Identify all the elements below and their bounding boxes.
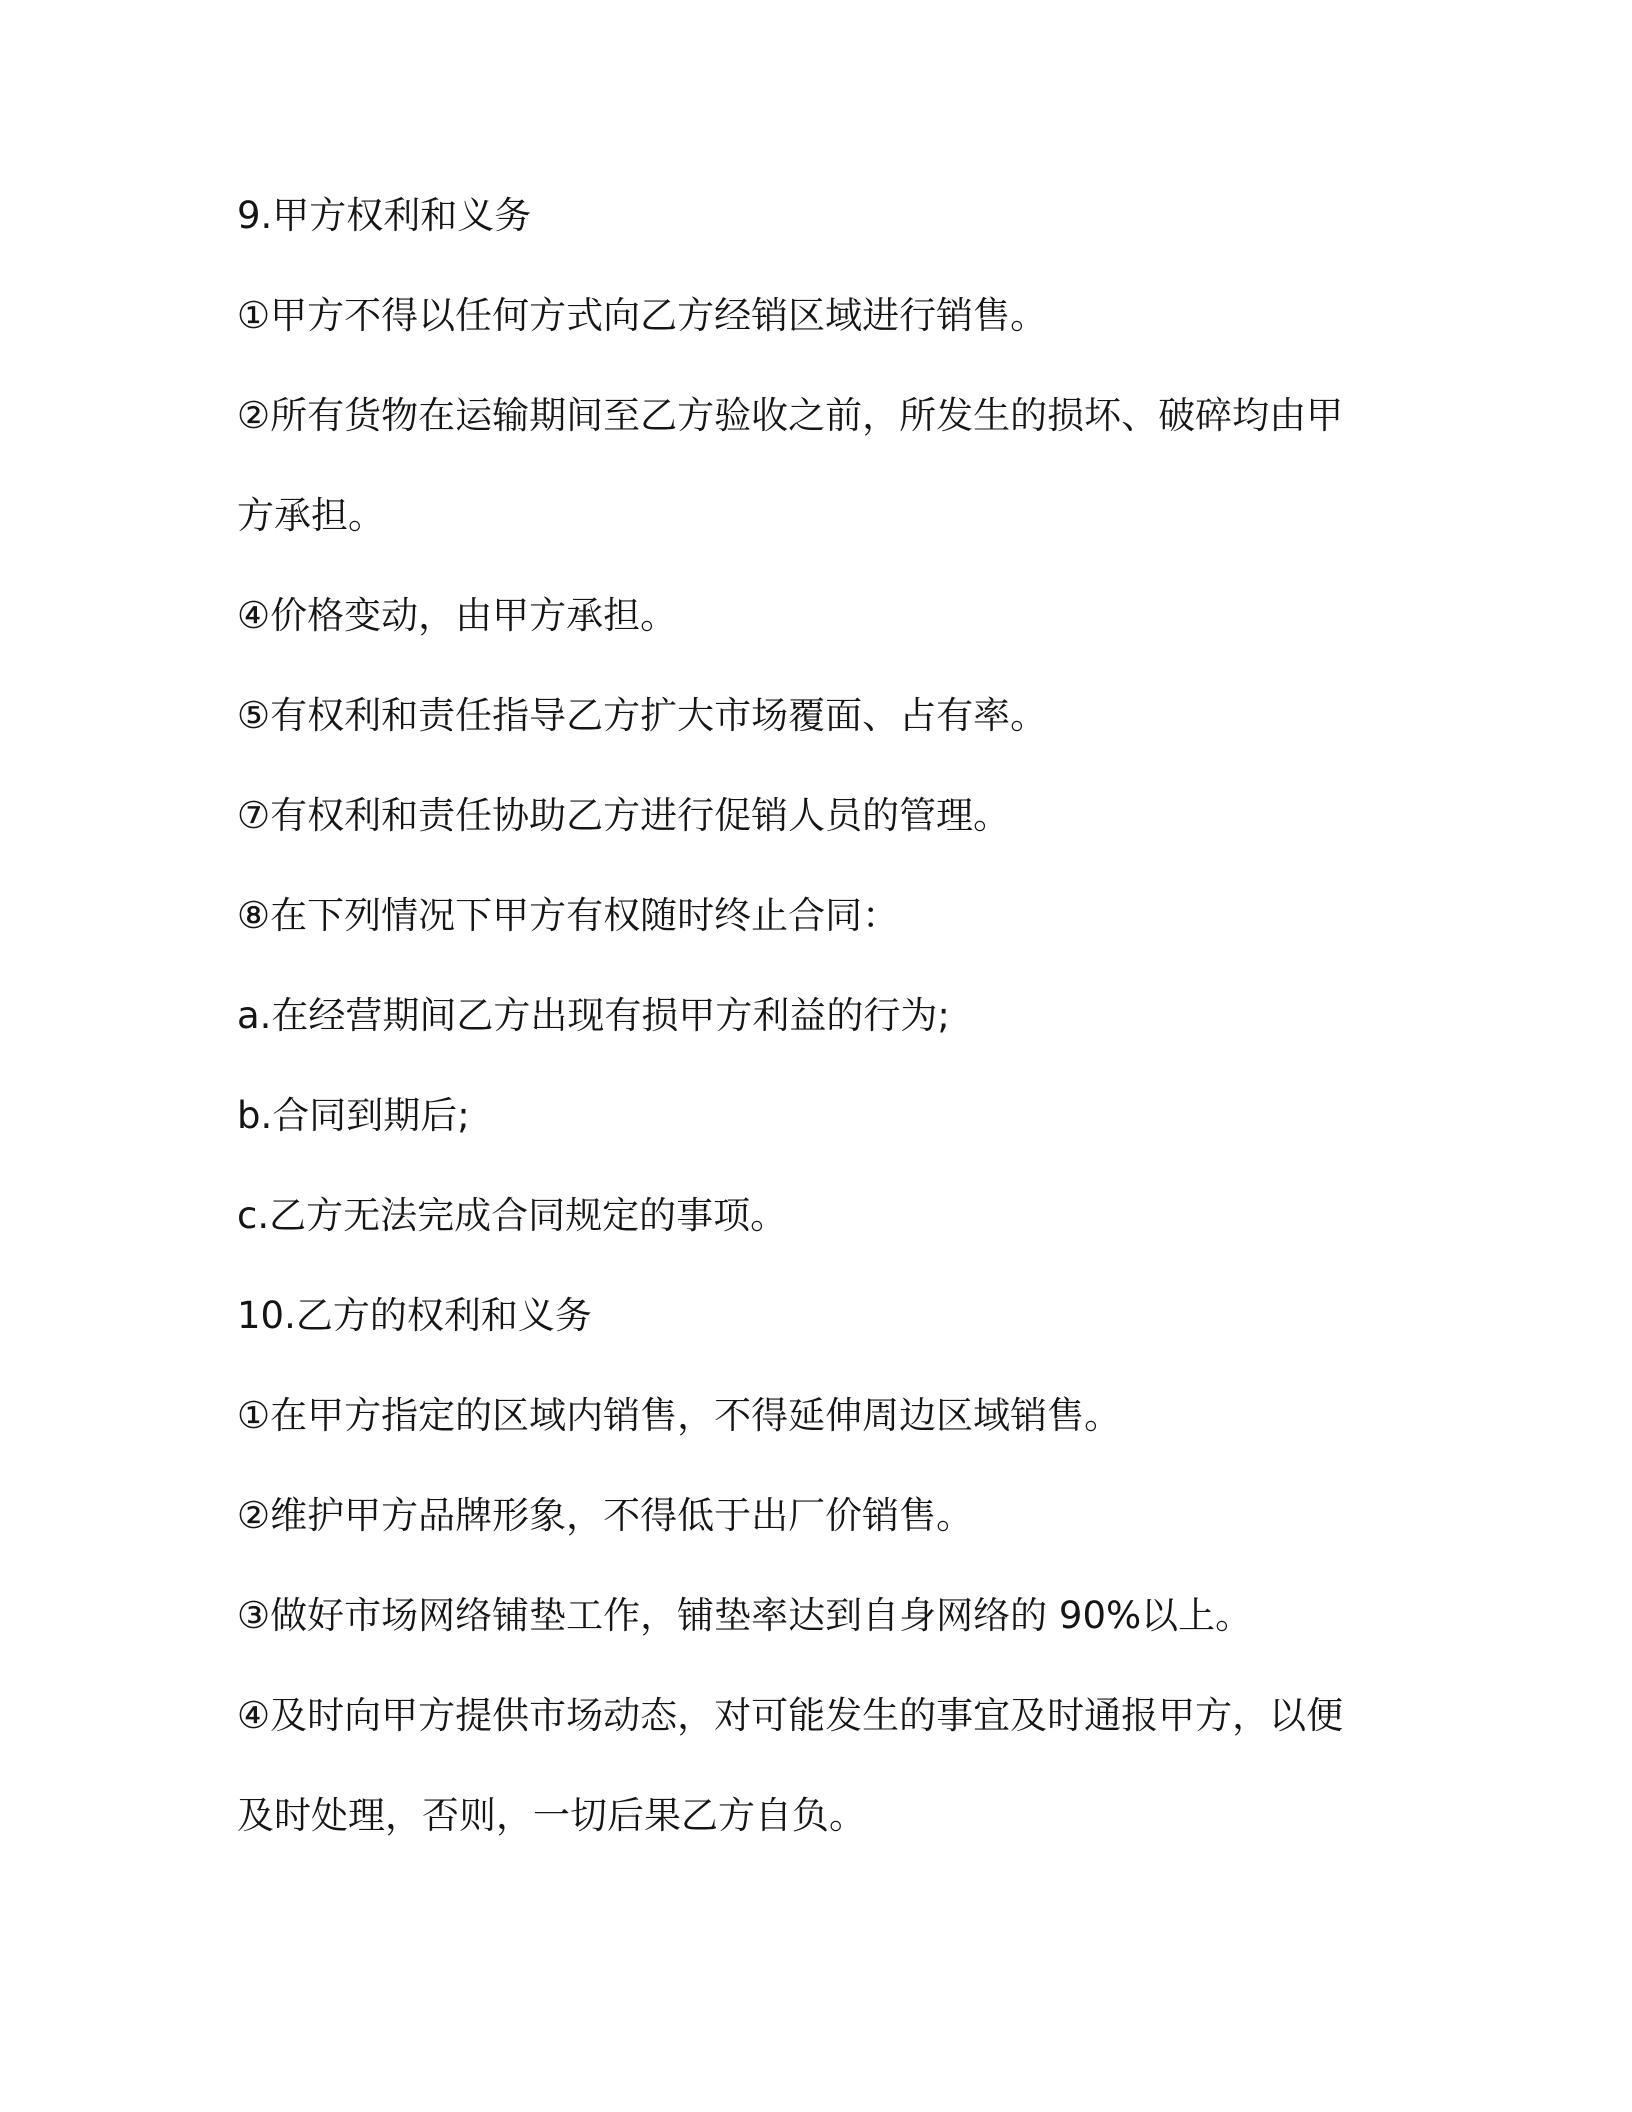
section-party-b-rights-obligations — [237, 1266, 1537, 1866]
section-heading: 10.乙方的权利和义务 — [237, 1294, 592, 1337]
list-item — [237, 1366, 1537, 1466]
list-item-line: ①甲方不得以任何方式向乙方经销区域进行销售。 — [237, 294, 1048, 337]
list-item-line: ②维护甲方品牌形象，不得低于出厂价销售。 — [237, 1494, 974, 1537]
list-item — [237, 1566, 1537, 1666]
list-item-line: ②所有货物在运输期间至乙方验收之前，所发生的损坏、破碎均由甲 — [237, 394, 1344, 437]
list-item — [237, 366, 1537, 566]
list-item-line: 及时处理，否则，一切后果乙方自负。 — [237, 1794, 866, 1837]
list-item-line: ⑧在下列情况下甲方有权随时终止合同： — [237, 894, 900, 937]
list-item — [237, 266, 1537, 366]
list-item-line: ③做好市场网络铺垫工作，铺垫率达到自身网络的 90%以上。 — [237, 1594, 1253, 1637]
section-heading: 9.甲方权利和义务 — [237, 194, 532, 237]
list-item — [237, 866, 1537, 1266]
list-item-line: ④价格变动，由甲方承担。 — [237, 594, 678, 637]
list-item-line: ⑤有权利和责任指导乙方扩大市场覆面、占有率。 — [237, 694, 1048, 737]
list-item-line: ④及时向甲方提供市场动态，对可能发生的事宜及时通报甲方，以便 — [237, 1694, 1344, 1737]
sub-item: a.在经营期间乙方出现有损甲方利益的行为; — [237, 994, 950, 1037]
list-item — [237, 666, 1537, 766]
list-item-line: ①在甲方指定的区域内销售，不得延伸周边区域销售。 — [237, 1394, 1122, 1437]
sub-item: c.乙方无法完成合同规定的事项。 — [237, 1194, 788, 1237]
document-body — [237, 166, 1537, 1866]
list-item — [237, 766, 1537, 866]
list-item — [237, 1466, 1537, 1566]
list-item-line: ⑦有权利和责任协助乙方进行促销人员的管理。 — [237, 794, 1011, 837]
sub-item: b.合同到期后; — [237, 1094, 470, 1137]
list-item-line: 方承担。 — [237, 494, 385, 537]
list-item — [237, 1666, 1537, 1866]
list-item — [237, 566, 1537, 666]
sub-item-list — [237, 966, 1537, 1266]
section-party-a-rights-obligations — [237, 166, 1537, 1266]
